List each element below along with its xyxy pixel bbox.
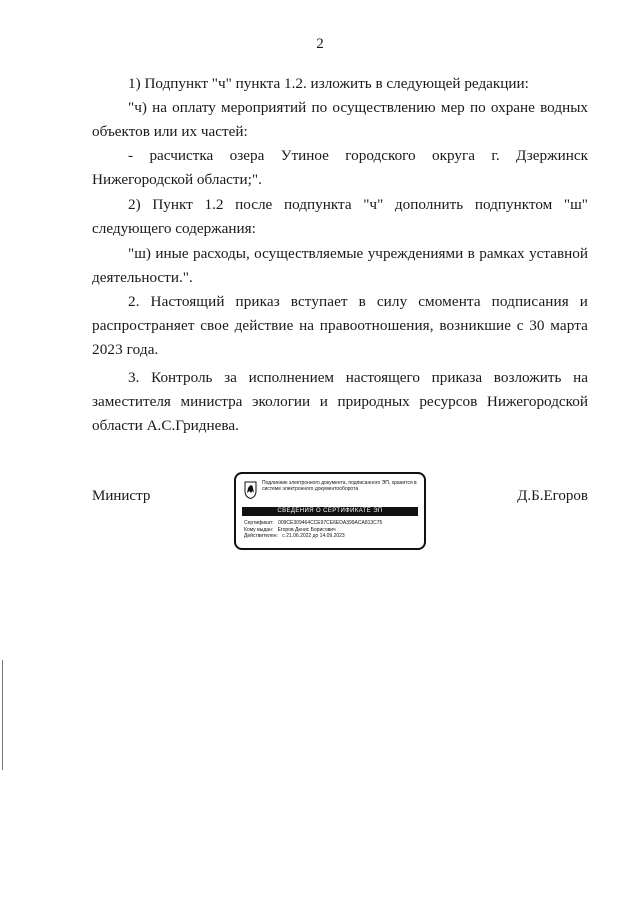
stamp-details — [244, 520, 382, 540]
validity-line — [244, 533, 382, 540]
electronic-signature-stamp — [234, 472, 426, 550]
nizhny-novgorod-coat-of-arms-icon — [244, 481, 257, 499]
paragraph-effective-date: 2. Настоящий приказ вступает в силу смомента подписания и распространяет свое действие на правоотношения, возникшие с 30 марта 2023 года. — [92, 293, 588, 358]
stamp-banner: СВЕДЕНИЯ О СЕРТИФИКАТЕ ЭП — [242, 507, 418, 516]
page-number: 2 — [316, 36, 324, 52]
issued-to-label: Кому выдан: — [244, 526, 274, 533]
paragraph-subitem-ch-text: "ч) на оплату мероприятий по осуществлению мер по охране водных объектов или их частей: — [92, 99, 588, 140]
paragraph-subitem-sh: 2) Пункт 1.2 после подпункта "ч" дополнить подпунктом "ш" следующего содержания: — [92, 196, 588, 237]
paragraph-lake-cleanup: - расчистка озера Утиное городского округа г. Дзержинск Нижегородской области;". — [92, 147, 588, 188]
validity-value: с 21.06.2022 до 14.09.2023 — [282, 533, 345, 539]
paragraph-subitem-ch: 1) Подпункт "ч" пункта 1.2. изложить в следующей редакции: — [128, 75, 529, 92]
validity-label: Действителен: — [244, 533, 278, 539]
paragraph-control: 3. Контроль за исполнением настоящего приказа возложить на заместителя министра экологии и природных ресурсов Нижегородской области А.С.Гриднева. — [92, 369, 588, 434]
signatory-name: Д.Б.Егоров — [517, 488, 588, 504]
issued-to-value: Егоров Денис Борисович — [277, 526, 336, 533]
stamp-header-text: Подлинник электронного документа, подписанного ЭП, хранится в системе электронного документооборота — [262, 480, 417, 492]
certificate-value: 009CE309464CCE97CE6EDA399ACA813C75 — [278, 520, 383, 526]
certificate-label: Сертификат: — [244, 520, 274, 526]
paragraph-subitem-sh-text: "ш) иные расходы, осуществляемые учреждениями в рамках уставной деятельности.". — [92, 245, 588, 286]
signatory-title: Министр — [92, 488, 151, 504]
scan-edge-mark — [2, 660, 3, 770]
